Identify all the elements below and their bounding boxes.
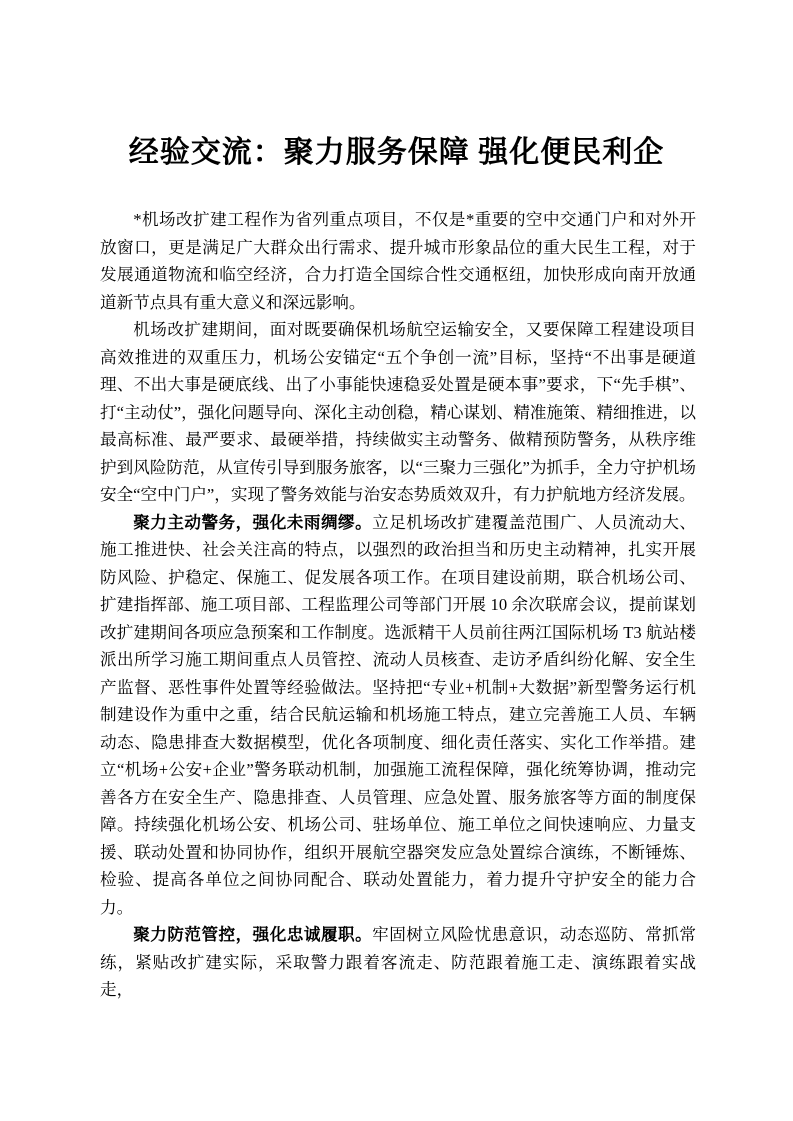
paragraph-proactive-policing — [100, 509, 696, 922]
document-body — [100, 206, 696, 1004]
paragraph-proactive-policing-text: 立足机场改扩建覆盖范围广、人员流动大、施工推进快、社会关注高的特点，以强烈的政治担当和历史主动精神，扎实开展防风险、护稳定、保施工、促发展各项工作。在项目建设前期，联合机场公司、扩建指挥部、施工项目部、工程监理公司等部门开展 10 余次联席会议，提前谋划改扩建期间各项应急预案和工作制度。选派精干人员前往两江国际机场 T3 航站楼派出所学习施工期间重点人员管控、流动人员核查、走访矛盾纠纷化解、安全生产监督、恶性事件处置等经验做法。坚持把“专业+机制+大数据”新型警务运行机制建设作为重中之重，结合民航运输和机场施工特点，建立完善施工人员、车辆动态、隐患排查大数据模型，优化各项制度、细化责任落实、实化工作举措。建立“机场+公安+企业”警务联动机制，加强施工流程保障，强化统筹协调，推动完善各方在安全生产、隐患排查、人员管理、应急处置、服务旅客等方面的制度保障。持续强化机场公安、机场公司、驻场单位、施工单位之间快速响应、力量支援、联动处置和协同协作，组织开展航空器突发应急处置综合演练，不断锤炼、检验、提高各单位之间协同配合、联动处置能力，着力提升守护安全的能力合力。 — [100, 512, 697, 917]
document-title: 经验交流：聚力服务保障 强化便民利企 — [128, 136, 665, 169]
paragraph-prevention-control-text: 牢固树立风险忧患意识，动态巡防、常抓常练，紧贴改扩建实际，采取警力跟着客流走、防范跟着施工走、演练跟着实战走， — [100, 925, 697, 999]
paragraph-intro — [100, 206, 696, 316]
paragraph-prevention-control-lead: 聚力防范管控，强化忠诚履职。 — [133, 925, 373, 944]
paragraph-proactive-policing-lead: 聚力主动警务，强化未雨绸缪。 — [133, 512, 373, 532]
paragraph-intro-text: *机场改扩建工程作为省列重点项目，不仅是*重要的空中交通门户和对外开放窗口，更是满足广大群众出行需求、提升城市形象品位的重大民生工程，对于发展通道物流和临空经济，合力打造全国综合性交通枢纽，加快形成向南开放通道新节点具有重大意义和深远影响。 — [100, 210, 696, 312]
paragraph-prevention-control — [100, 921, 696, 1004]
paragraph-overview-text: 机场改扩建期间，面对既要确保机场航空运输安全，又要保障工程建设项目高效推进的双重压力，机场公安锚定“五个争创一流”目标，坚持“不出事是硬道理、不出大事是硬底线、出了小事能快速稳妥处置是硬本事”要求，下“先手棋”、打“主动仗”，强化问题导向、深化主动创稳，精心谋划、精准施策、精细推进，以最高标准、最严要求、最硬举措，持续做实主动警务、做精预防警务，从秩序维护到风险防范，从宣传引导到服务旅客，以“三聚力三强化”为抓手，全力守护机场安全“空中门户”，实现了警务效能与治安态势质效双升，有力护航地方经济发展。 — [100, 320, 696, 504]
paragraph-overview — [100, 316, 696, 509]
